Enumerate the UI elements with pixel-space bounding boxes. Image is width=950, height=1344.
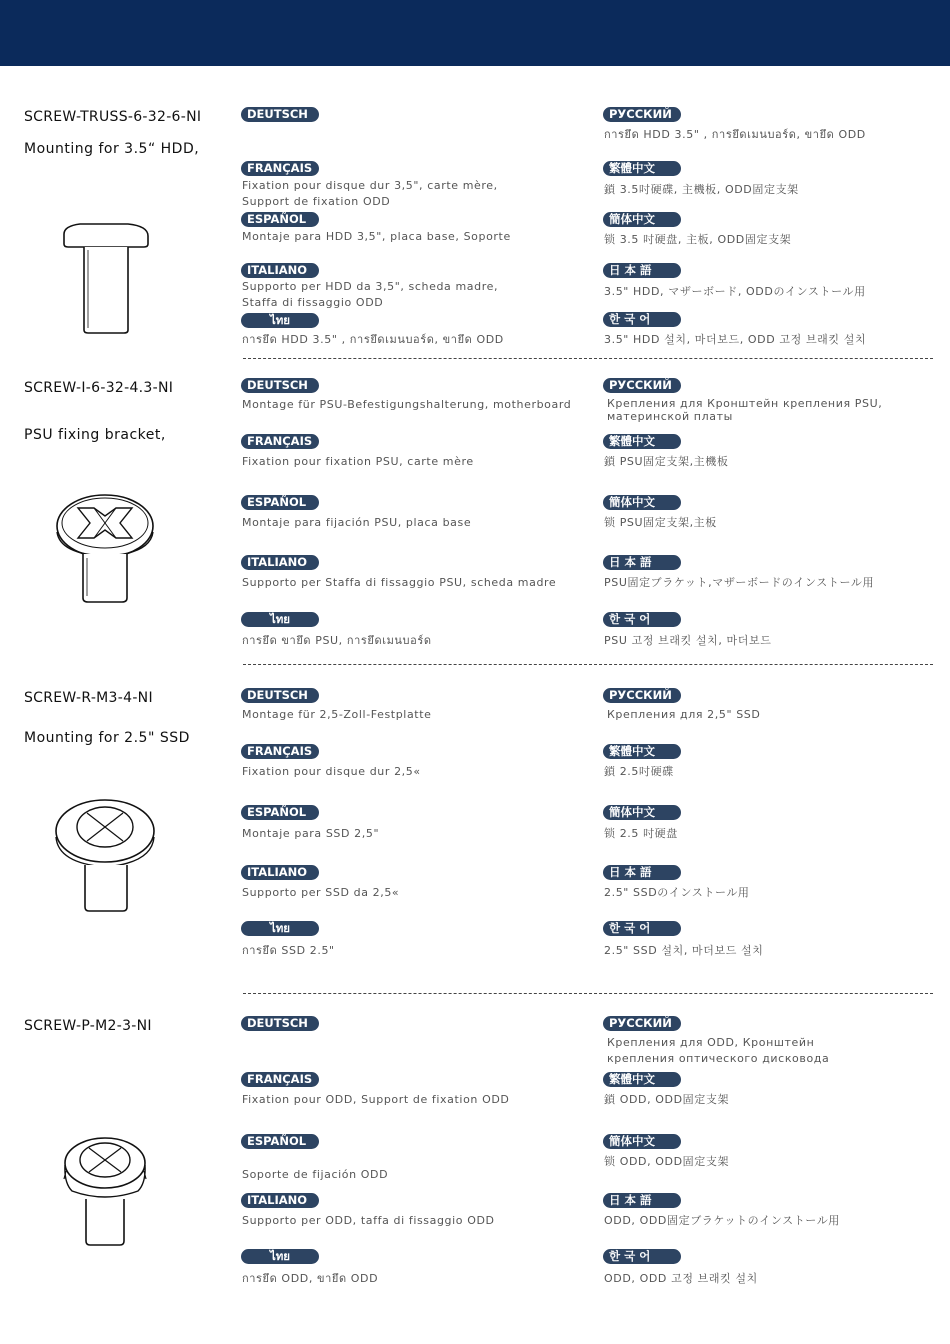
lang-badge-simplified-chinese: 簡体中文 (603, 495, 681, 510)
screw-model-name: SCREW-I-6-32-4.3-NI (24, 380, 174, 396)
lang-badge-thai: ไทย (241, 612, 319, 627)
text-simplified-chinese: 锁 ODD, ODD固定支架 (604, 1155, 730, 1168)
text-korean: ODD, ODD 고정 브래킷 설치 (604, 1272, 758, 1285)
lang-badge-espanol: ESPAÑOL (241, 495, 319, 510)
text-thai: การยึด HDD 3.5" , การยึดเมนบอร์ด, ขายึด ODD (242, 333, 504, 346)
lang-badge-thai: ไทย (241, 313, 319, 328)
lang-badge-italiano: ITALIANO (241, 555, 319, 570)
text-traditional-chinese: 鎖 ODD, ODD固定支架 (604, 1093, 730, 1106)
screw-model-name: SCREW-R-M3-4-NI (24, 690, 153, 706)
screw-usage-description: Mounting for 2.5" SSD (24, 730, 190, 746)
text-italiano: Supporto per ODD, taffa di fissaggio ODD (242, 1214, 495, 1227)
lang-badge-japanese: 日 本 語 (603, 865, 681, 880)
text-thai: การยึด ขายึด PSU, การยึดเมนบอร์ด (242, 634, 432, 647)
text-japanese: PSU固定ブラケット,マザーボードのインストール用 (604, 576, 875, 589)
lang-badge-russian: РУССКИЙ (603, 688, 681, 703)
text-deutsch: Montage für 2,5-Zoll-Festplatte (242, 708, 432, 721)
text-korean: 2.5" SSD 설치, 마더보드 설치 (604, 944, 764, 957)
lang-badge-thai: ไทย (241, 1249, 319, 1264)
text-francais: Fixation pour disque dur 3,5", carte mère, Support de fixation ODD (242, 179, 498, 208)
text-traditional-chinese: 鎖 2.5吋硬碟 (604, 765, 674, 778)
text-korean: PSU 고정 브래킷 설치, 마더보드 (604, 634, 772, 647)
text-russian: การยึด HDD 3.5" , การยึดเมนบอร์ด, ขายึด ODD (604, 128, 866, 141)
lang-badge-traditional-chinese: 繁體中文 (603, 434, 681, 449)
lang-badge-francais: FRANÇAIS (241, 434, 319, 449)
section-divider (243, 358, 933, 359)
text-francais: Fixation pour fixation PSU, carte mère (242, 455, 474, 468)
lang-badge-deutsch: DEUTSCH (241, 1016, 319, 1031)
screw-model-name: SCREW-TRUSS-6-32-6-NI (24, 109, 202, 125)
text-thai: การยึด SSD 2.5" (242, 944, 335, 957)
text-espanol: Soporte de fijación ODD (242, 1168, 389, 1181)
ssd-screw-image (50, 797, 160, 915)
lang-badge-italiano: ITALIANO (241, 263, 319, 278)
lang-badge-espanol: ESPAÑOL (241, 212, 319, 227)
lang-badge-korean: 한 국 어 (603, 612, 681, 627)
lang-badge-russian: РУССКИЙ (603, 1016, 681, 1031)
section-divider (243, 664, 933, 665)
lang-badge-korean: 한 국 어 (603, 1249, 681, 1264)
lang-badge-traditional-chinese: 繁體中文 (603, 161, 681, 176)
lang-badge-russian: РУССКИЙ (603, 378, 681, 393)
text-russian: Крепления для 2,5" SSD (607, 708, 761, 721)
text-japanese: 3.5" HDD, マザーボード, ODDのインストール用 (604, 285, 866, 298)
lang-badge-thai: ไทย (241, 921, 319, 936)
text-francais: Fixation pour disque dur 2,5« (242, 765, 421, 778)
screw-usage-description: Mounting for 3.5“ HDD, (24, 141, 200, 157)
header-bar (0, 0, 950, 66)
text-russian: Крепления для Кронштейн крепления PSU, материнской платы (607, 397, 883, 423)
text-espanol: Montaje para HDD 3,5", placa base, Soporte (242, 230, 511, 243)
lang-badge-deutsch: DEUTSCH (241, 378, 319, 393)
lang-badge-traditional-chinese: 繁體中文 (603, 1072, 681, 1087)
lang-badge-deutsch: DEUTSCH (241, 107, 319, 122)
odd-screw-image (50, 1133, 160, 1251)
text-simplified-chinese: 锁 2.5 吋硬盘 (604, 827, 678, 840)
lang-badge-traditional-chinese: 繁體中文 (603, 744, 681, 759)
lang-badge-italiano: ITALIANO (241, 865, 319, 880)
text-deutsch: Montage für PSU-Befestigungshalterung, motherboard (242, 398, 572, 411)
text-italiano: Supporto per Staffa di fissaggio PSU, scheda madre (242, 576, 557, 589)
section-divider (243, 993, 933, 994)
lang-badge-simplified-chinese: 簡体中文 (603, 1134, 681, 1149)
text-espanol: Montaje para SSD 2,5" (242, 827, 380, 840)
truss-screw-image (50, 220, 160, 338)
lang-badge-simplified-chinese: 簡体中文 (603, 212, 681, 227)
text-korean: 3.5" HDD 설치, 마더보드, ODD 고정 브래킷 설치 (604, 333, 867, 346)
screw-usage-description: PSU fixing bracket, (24, 427, 166, 443)
lang-badge-deutsch: DEUTSCH (241, 688, 319, 703)
text-japanese: 2.5" SSDのインストール用 (604, 886, 750, 899)
lang-badge-simplified-chinese: 簡体中文 (603, 805, 681, 820)
text-italiano: Supporto per HDD da 3,5", scheda madre, Staffa di fissaggio ODD (242, 280, 499, 309)
text-simplified-chinese: 锁 PSU固定支架,主板 (604, 516, 717, 529)
text-traditional-chinese: 鎖 3.5吋硬碟, 主機板, ODD固定支架 (604, 183, 799, 196)
lang-badge-korean: 한 국 어 (603, 921, 681, 936)
lang-badge-espanol: ESPAÑOL (241, 805, 319, 820)
lang-badge-italiano: ITALIANO (241, 1193, 319, 1208)
lang-badge-francais: FRANÇAIS (241, 744, 319, 759)
text-traditional-chinese: 鎖 PSU固定支架,主機板 (604, 455, 729, 468)
lang-badge-korean: 한 국 어 (603, 312, 681, 327)
text-francais: Fixation pour ODD, Support de fixation ODD (242, 1093, 510, 1106)
text-simplified-chinese: 锁 3.5 吋硬盘, 主板, ODD固定支架 (604, 233, 792, 246)
text-thai: การยึด ODD, ขายึด ODD (242, 1272, 379, 1285)
lang-badge-espanol: ESPAÑOL (241, 1134, 319, 1149)
lang-badge-russian: РУССКИЙ (603, 107, 681, 122)
lang-badge-japanese: 日 本 語 (603, 263, 681, 278)
text-italiano: Supporto per SSD da 2,5« (242, 886, 400, 899)
lang-badge-francais: FRANÇAIS (241, 1072, 319, 1087)
lang-badge-japanese: 日 本 語 (603, 555, 681, 570)
text-japanese: ODD, ODD固定ブラケットのインストール用 (604, 1214, 840, 1227)
lang-badge-francais: FRANÇAIS (241, 161, 319, 176)
lang-badge-japanese: 日 本 語 (603, 1193, 681, 1208)
psu-screw-image (50, 492, 160, 604)
text-espanol: Montaje para fijación PSU, placa base (242, 516, 472, 529)
screw-model-name: SCREW-P-M2-3-NI (24, 1018, 152, 1034)
text-russian: Крепления для ODD, Кронштейн крепления оптического дисковода (607, 1036, 830, 1065)
